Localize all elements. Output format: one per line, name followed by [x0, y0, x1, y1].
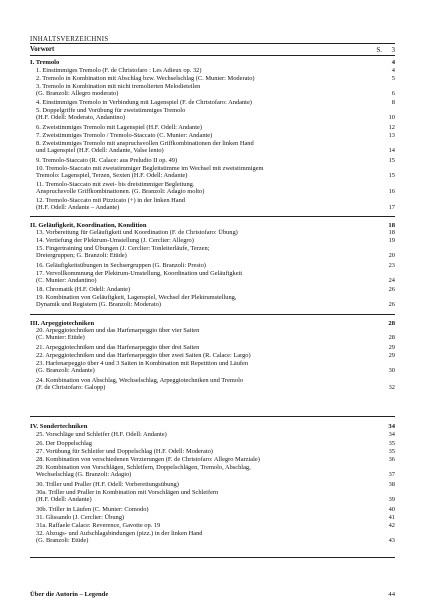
- entry-text: 28. Kombination von verschiedenen Verzierungen (F. de Christofaro: Allegro Marziale): [36, 456, 260, 463]
- toc-legend[interactable]: [30, 591, 395, 598]
- toc-entry[interactable]: [36, 464, 395, 478]
- page-number: 36: [388, 456, 395, 463]
- toc-vorwort[interactable]: [30, 46, 395, 53]
- page-number: 28: [388, 320, 395, 327]
- toc-entry[interactable]: [36, 157, 395, 164]
- page-number: 10: [388, 114, 395, 122]
- toc-entry[interactable]: [36, 352, 395, 359]
- page-number: 13: [388, 132, 395, 139]
- divider: [30, 557, 395, 558]
- toc-entry[interactable]: [36, 99, 395, 106]
- page-number: 3: [391, 46, 395, 54]
- toc-entry[interactable]: [36, 294, 395, 308]
- entry-text: 24. Kombination von Abschlag, Wechselschlag, Arpeggiotechniken und Tremolo (F. de Christofaro: Galopp): [36, 377, 244, 392]
- toc-entry[interactable]: [36, 506, 395, 513]
- page-number: 42: [388, 522, 395, 529]
- divider: [30, 43, 395, 44]
- entry-text: 13. Vorbereitung für Geläufigkeit und Koordination (F. de Christofaro: Übung): [36, 229, 238, 236]
- toc-entry[interactable]: [36, 377, 395, 391]
- entry-text: 27. Vorübung für Schleifer und Doppelschlag (H.F. Odell: Moderato): [36, 448, 213, 455]
- page-number: 38: [388, 481, 395, 488]
- entry-text: 4. Einstimmiges Tremolo in Verbindung mit Lagenspiel (F. de Christofaro: Andante): [36, 99, 252, 106]
- page-number: 24: [388, 277, 395, 285]
- page-abbrev: S.: [376, 46, 382, 54]
- page-number: 32: [388, 384, 395, 392]
- page-number: 35: [388, 440, 395, 447]
- page-number: 4: [391, 67, 395, 74]
- page-number: 18: [388, 222, 395, 229]
- toc-entry[interactable]: [36, 286, 395, 293]
- page-number: 40: [388, 506, 395, 513]
- toc-entry[interactable]: [36, 456, 395, 463]
- toc-entry[interactable]: [36, 448, 395, 455]
- page-number: 29: [388, 352, 395, 359]
- page-number: 23: [388, 262, 395, 269]
- toc-entry[interactable]: [36, 530, 395, 544]
- page-number: 29: [388, 344, 395, 351]
- page-number: 16: [388, 188, 395, 196]
- toc-entry[interactable]: [36, 522, 395, 529]
- toc-entry[interactable]: [36, 83, 395, 97]
- entry-text: 9. Tremolo-Staccato (R. Calace: aus Preludio II op. 49): [36, 157, 178, 164]
- page-number: 5: [391, 75, 395, 82]
- toc-entry[interactable]: [36, 262, 395, 269]
- divider: [30, 314, 395, 315]
- section-title: II. Geläufigkeit, Koordination, Kondition: [30, 222, 147, 229]
- page-number: 34: [388, 423, 395, 430]
- toc-entry[interactable]: [36, 124, 395, 131]
- entry-text: 8. Zweistimmiges Tremolo mit anspruchsvollen Griffkombinationen der linken Hand und Lagenspiel (H.F. Odell: Andante, Valse lento): [36, 140, 254, 155]
- page-number: 41: [388, 514, 395, 521]
- page-number: 30: [388, 367, 395, 375]
- toc-entry[interactable]: [36, 140, 395, 154]
- divider: [30, 216, 395, 217]
- toc-entry[interactable]: [36, 165, 395, 179]
- toc-entry[interactable]: [36, 344, 395, 351]
- entry-text: 19. Kombination von Geläufigkeit, Lagenspiel, Wechsel der Plektrumstellung, Dynamik und Registern (G. Branzoli: Moderato): [36, 294, 237, 309]
- entry-text: 1. Einstimmiges Tremolo (F. de Christofaro : Les Adieux op. 32): [36, 67, 202, 74]
- page-title: INHALTSVERZEICHNIS: [30, 36, 109, 43]
- entry-text: 32. Abzugs- und Aufschlagsbindungen (pizz.) in der linken Hand (G. Branzoli: Etüde): [36, 530, 203, 545]
- page-number: 26: [388, 301, 395, 309]
- page-number: 17: [388, 204, 395, 212]
- page-number: 39: [388, 496, 395, 504]
- toc-entry[interactable]: [36, 514, 395, 521]
- page-number: 4: [391, 59, 395, 66]
- toc-entry[interactable]: [36, 181, 395, 195]
- entry-text: 29. Kombination von Vorschlägen, Schleifern, Doppelschlägen, Tremolo, Abschlag, Wechselschlag (G. Branzoli: Adagio): [36, 464, 251, 479]
- toc-entry[interactable]: [36, 481, 395, 488]
- entry-text: 30b. Triller in Läufen (C. Munier: Comodo): [36, 506, 149, 513]
- page-number: 35: [388, 448, 395, 455]
- page-number: 37: [388, 471, 395, 479]
- toc-entry[interactable]: [36, 440, 395, 447]
- entry-text: 21. Arpeggiotechniken und das Harfenarpeggio über drei Saiten: [36, 344, 200, 351]
- section-heading[interactable]: [30, 423, 395, 431]
- toc-entry[interactable]: [36, 67, 395, 74]
- toc-entry[interactable]: [36, 360, 395, 374]
- toc-entry[interactable]: [36, 75, 395, 82]
- page-number: 12: [388, 124, 395, 131]
- page-number: 28: [388, 334, 395, 342]
- entry-text: 5. Doppelgriffe und Vorübung für zweistimmiges Tremolo (H.F. Odell: Moderato, Andantino): [36, 107, 186, 122]
- entry-text: 30a. Triller und Praller in Kombination mit Vorschlägen und Schleifern (H.F. Odell: Andante): [36, 489, 219, 504]
- section-title: III. Arpeggiotechniken: [30, 320, 95, 327]
- entry-text: 11. Tremolo-Staccato mit zwei- bis dreistimmiger Begleitung. Anspruchsvolle Griffkombinationen. (G. Branzoli: Adagio molto): [36, 181, 205, 196]
- entry-text: 22. Arpeggiotechniken und das Harfenarpeggio über zwei Saiten (R. Calace: Largo): [36, 352, 251, 359]
- page-number: 18: [388, 229, 395, 236]
- toc-entry[interactable]: [36, 229, 395, 236]
- entry-text: 3. Tremolo in Kombination mit nicht tremolierten Melodieteilen (G. Branzoli: Allegro moderato): [36, 83, 201, 98]
- toc-entry[interactable]: [36, 132, 395, 139]
- section-heading[interactable]: [30, 59, 395, 67]
- toc-entry[interactable]: [36, 431, 395, 438]
- divider: [30, 416, 395, 417]
- page-number: 43: [388, 537, 395, 545]
- entry-text: 10. Tremolo-Staccato mit zweistimmiger Begleitstimme im Wechsel mit zweistimmigem Tremolo: Lagenspiel, Terzen, Sexten (H.F. Odell: Andante): [36, 165, 264, 180]
- entry-text: 18. Chromatik (H.F. Odell: Andante): [36, 286, 131, 293]
- entry-text: 2. Tremolo in Kombination mit Abschlag bzw. Wechselschlag (C. Munier: Moderato): [36, 75, 255, 82]
- entry-text: 6. Zweistimmiges Tremolo mit Lagenspiel (H.F. Odell: Andante): [36, 124, 202, 131]
- toc-entry[interactable]: [36, 245, 395, 259]
- vorwort-label: Vorwort: [30, 46, 55, 53]
- legend-label: Über die Autorin – Legende: [30, 591, 109, 598]
- toc-entry[interactable]: [36, 197, 395, 211]
- entry-text: 30. Triller und Praller (H.F. Odell: Vorbereitungsübung): [36, 481, 179, 488]
- section-title: I. Tremolo: [30, 59, 60, 66]
- toc-entry[interactable]: [36, 270, 395, 284]
- page-number: 19: [388, 237, 395, 244]
- page-number: 34: [388, 431, 395, 438]
- entry-text: 7. Zweistimmiges Tremolo / Tremolo-Staccato (C. Munier: Andante): [36, 132, 213, 139]
- page-number: 44: [388, 591, 395, 598]
- section-title: IV. Sondertechniken: [30, 423, 88, 430]
- page-number: 26: [388, 286, 395, 293]
- entry-text: 15. Fingertraining und Übungen (J. Cerclier: Tonleiterläufe, Terzen; Dreiergruppen; G. Branzoli: Etüde): [36, 245, 210, 260]
- page-number: 15: [388, 157, 395, 164]
- entry-text: 31a. Raffaele Calace: Reverence, Gavotte op. 19: [36, 522, 161, 529]
- toc-entry[interactable]: [36, 489, 395, 503]
- entry-text: 31. Glissando (J. Cerclier: Übung): [36, 514, 125, 521]
- entry-text: 17. Vervollkommnung der Plektrum-Umstellung, Koordination und Geläufigkeit (C. Munier: Andantino): [36, 270, 243, 285]
- entry-text: 25. Vorschläge und Schleifer (H.F. Odell: Andante): [36, 431, 167, 438]
- toc-entry[interactable]: [36, 107, 395, 121]
- entry-text: 23. Harfenarpeggio über 4 und 3 Saiten in Kombination mit Repetition und Läufen (G. Branzoli: Andante): [36, 360, 249, 375]
- divider: [30, 55, 395, 56]
- entry-text: 26. Der Doppelschlag: [36, 440, 92, 447]
- entry-text: 14. Vertiefung der Plektrum-Umstellung (J. Cerclier: Allegro): [36, 237, 194, 244]
- page-number: 8: [391, 99, 395, 106]
- toc-entry[interactable]: [36, 237, 395, 244]
- page-number: 14: [388, 147, 395, 155]
- entry-text: 12. Tremolo-Staccato mit Pizzicato (+) in der linken Hand (H.F. Odell: Andante – Andante): [36, 197, 185, 212]
- entry-text: 20. Arpeggiotechniken und das Harfenarpeggio über vier Saiten (C. Munier: Etüde): [36, 327, 200, 342]
- page-number: 20: [388, 252, 395, 260]
- toc-entry[interactable]: [36, 327, 395, 341]
- page-number: 15: [388, 172, 395, 180]
- page-number: 6: [391, 90, 395, 98]
- entry-text: 16. Geläufigkeitsübungen in Sechsergruppen (G. Branzoli: Presto): [36, 262, 206, 269]
